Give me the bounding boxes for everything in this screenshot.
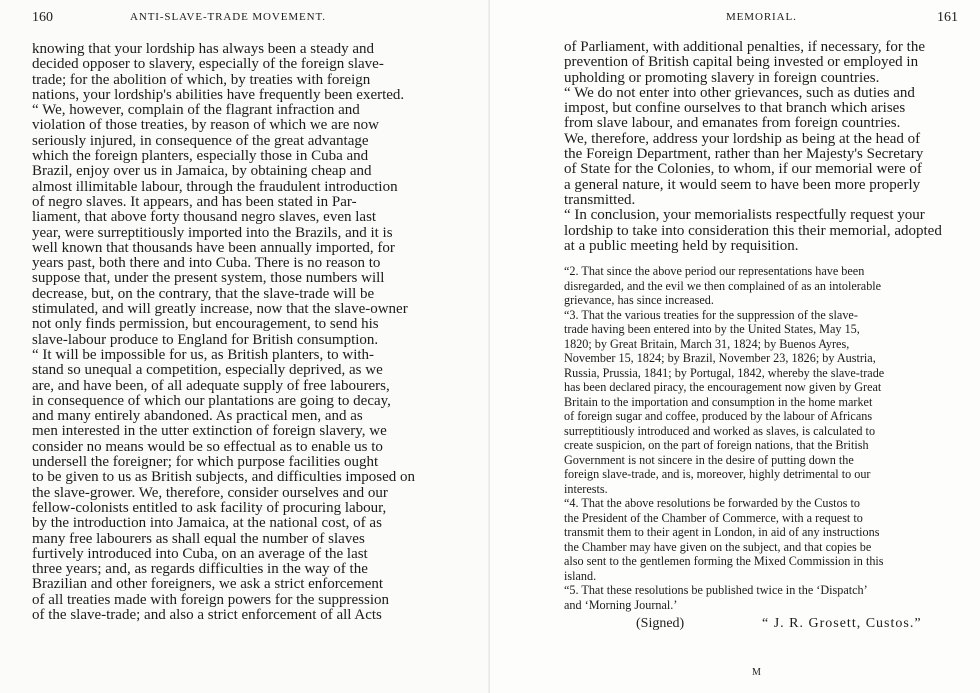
text-line: foreign slave-trade, and is, moreover, highly detrimental to our <box>564 467 871 482</box>
text-line: which the foreign planters, especially those in Cuba and <box>32 149 369 165</box>
text-line: transmit them to their agent in London, in aid of any instructions <box>564 525 880 540</box>
running-head <box>564 10 958 28</box>
signed-name: “ J. R. Grosett, Custos.” <box>762 616 922 632</box>
text-line: “ It will be impossible for us, as British planters, to with- <box>32 347 375 363</box>
page-number: 161 <box>937 10 958 25</box>
text-line: of the slave-trade; and also a strict enforcement of all Acts <box>32 607 382 623</box>
text-line: undersell the foreigner; for which purpose facilities ought <box>32 455 379 471</box>
text-line: nations, your lordship's abilities have frequently been exerted. <box>32 87 405 103</box>
signature-mark: M <box>752 667 762 678</box>
text-line: are, and have been, of all adequate supply of free labourers, <box>32 378 390 394</box>
text-line: decided opposer to slavery, especially of the foreign slave- <box>32 57 384 73</box>
page-number: 160 <box>32 10 53 25</box>
text-line: “3. That the various treaties for the suppression of the slave- <box>564 307 858 322</box>
text-line: men interested in the utter extinction of foreign slavery, we <box>32 424 387 440</box>
text-line: slave-labour produce to England for British consumption. <box>32 332 379 348</box>
text-line: Britain to the importation and consumption in the home market <box>564 394 873 409</box>
text-line: create suspicion, on the part of foreign nations, that the British <box>564 438 869 453</box>
text-line: years past, both there and into Cuba. There is no reason to <box>32 256 381 272</box>
text-line: and ‘Morning Journal.’ <box>564 597 678 612</box>
text-line: upholding or promoting slavery in foreign countries. <box>564 70 880 86</box>
text-line: trade; for the abolition of which, by treaties with foreign <box>32 72 371 88</box>
right-page <box>490 0 980 693</box>
text-line: November 15, 1824; by Brazil, November 23, 1826; by Austria, <box>564 351 876 366</box>
text-line: “2. That since the above period our representations have been <box>564 264 865 279</box>
text-line: transmitted. <box>564 192 636 208</box>
text-line: of all treaties made with foreign powers for the suppression <box>32 592 389 608</box>
text-line: prevention of British capital being invested or employed in <box>564 55 919 71</box>
text-line: stand so unequal a competition, especially deprived, as we <box>32 363 383 379</box>
text-line: three years; and, as regards difficulties in the way of the <box>32 562 368 578</box>
text-line: from slave labour, and emanates from foreign countries. <box>564 116 901 132</box>
text-line: trade having been entered into by the United States, May 15, <box>564 322 860 337</box>
text-line: of Parliament, with additional penalties, if necessary, for the <box>564 40 925 55</box>
text-line: lordship to take into consideration this their memorial, adopted <box>564 223 942 239</box>
text-line: the slave-grower. We, therefore, consider ourselves and our <box>32 485 388 501</box>
text-line: impost, but confine ourselves to that branch which arises <box>564 101 906 117</box>
text-line: the Chamber may have given on the subject, and that copies be <box>564 539 872 554</box>
text-line: furtively introduced into Cuba, on an average of the last <box>32 546 368 562</box>
text-line: “4. That the above resolutions be forwarded by the Custos to <box>564 496 860 511</box>
text-line: by the introduction into Jamaica, at the national cost, of as <box>32 516 382 532</box>
text-line: in consequence of which our plantations are going to decay, <box>32 393 391 409</box>
running-title: ANTI-SLAVE-TRADE MOVEMENT. <box>130 11 326 23</box>
running-head <box>28 10 462 28</box>
text-line: “ We do not enter into other grievances, such as duties and <box>564 85 915 101</box>
text-line: We, therefore, address your lordship as being at the head of <box>564 131 921 147</box>
text-line: Brazilian and other foreigners, we ask a strict enforcement <box>32 577 384 593</box>
text-line: of State for the Colonies, to whom, if our memorial were of <box>564 162 922 178</box>
text-line: of negro slaves. It appears, and has been stated in Par- <box>32 194 357 210</box>
running-title: MEMORIAL. <box>726 11 797 23</box>
text-line: and many entirely abandoned. As practical men, and as <box>32 409 363 425</box>
text-line: Brazil, enjoy over us in Jamaica, by obtaining cheap and <box>32 164 372 180</box>
signed-label: (Signed) <box>636 616 685 632</box>
text-line: almost illimitable labour, through the fraudulent introduction <box>32 179 398 195</box>
text-line: disregarded, and the evil we then complained of as an intolerable <box>564 278 882 293</box>
text-line: “ We, however, complain of the flagrant infraction and <box>32 103 360 119</box>
text-line: a general nature, it would seem to have been more properly <box>564 177 921 193</box>
text-line: “5. That these resolutions be published twice in the ‘Dispatch’ <box>564 583 868 598</box>
text-line: the President of the Chamber of Commerce, with a request to <box>564 510 863 525</box>
text-line: has been declared piracy, the encouragement now given by Great <box>564 380 882 395</box>
text-line: also sent to the gentlemen forming the Mixed Commission in this <box>564 554 884 569</box>
text-line: island. <box>564 568 597 583</box>
body-text <box>32 42 462 623</box>
text-line: surreptitiously introduced and worked as slaves, is calculated to <box>564 423 876 438</box>
text-line: grievance, has since increased. <box>564 293 714 308</box>
text-line: at a public meeting held by requisition. <box>564 238 799 254</box>
resolutions-text <box>564 264 958 612</box>
text-line: Russia, Prussia, 1841; by Portugal, 1842, whereby the slave-trade <box>564 365 885 380</box>
text-line: knowing that your lordship has always been a steady and <box>32 42 375 57</box>
body-text <box>564 40 958 254</box>
text-line: 1820; by Great Britain, March 31, 1824; by Buenos Ayres, <box>564 336 850 351</box>
text-line: interests. <box>564 481 608 496</box>
text-line: seriously injured, in consequence of the great advantage <box>32 133 369 149</box>
text-line: fellow-colonists entitled to ask facility of procuring labour, <box>32 500 387 516</box>
text-line: violation of those treaties, by reason of which we are now <box>32 118 379 134</box>
text-line: “ In conclusion, your memorialists respectfully request your <box>564 208 925 224</box>
section-gap <box>564 254 958 264</box>
text-line: suppose that, under the present system, those numbers will <box>32 271 385 287</box>
text-line: to be given to us as British subjects, and difficulties imposed on <box>32 470 416 486</box>
text-line: Government is not sincere in the desire of putting down the <box>564 452 854 467</box>
text-line: many free labourers as shall equal the number of slaves <box>32 531 365 547</box>
text-line: of foreign sugar and coffee, produced by the labour of Africans <box>564 409 873 424</box>
text-line: liament, that above forty thousand negro slaves, even last <box>32 210 377 226</box>
text-line: stimulated, and will greatly increase, now that the slave-owner <box>32 302 408 318</box>
signature-line <box>564 616 958 636</box>
text-line: not only finds permission, but encouragement, to send his <box>32 317 379 333</box>
text-line: year, were surreptitiously imported into the Brazils, and it is <box>32 225 393 241</box>
text-line: well known that thousands have been annually imported, for <box>32 240 395 256</box>
text-line: decrease, but, on the contrary, that the slave-trade will be <box>32 286 375 302</box>
text-line: consider no means would be so effectual as to enable us to <box>32 439 383 455</box>
text-line: the Foreign Department, rather than her Majesty's Secretary <box>564 147 924 163</box>
